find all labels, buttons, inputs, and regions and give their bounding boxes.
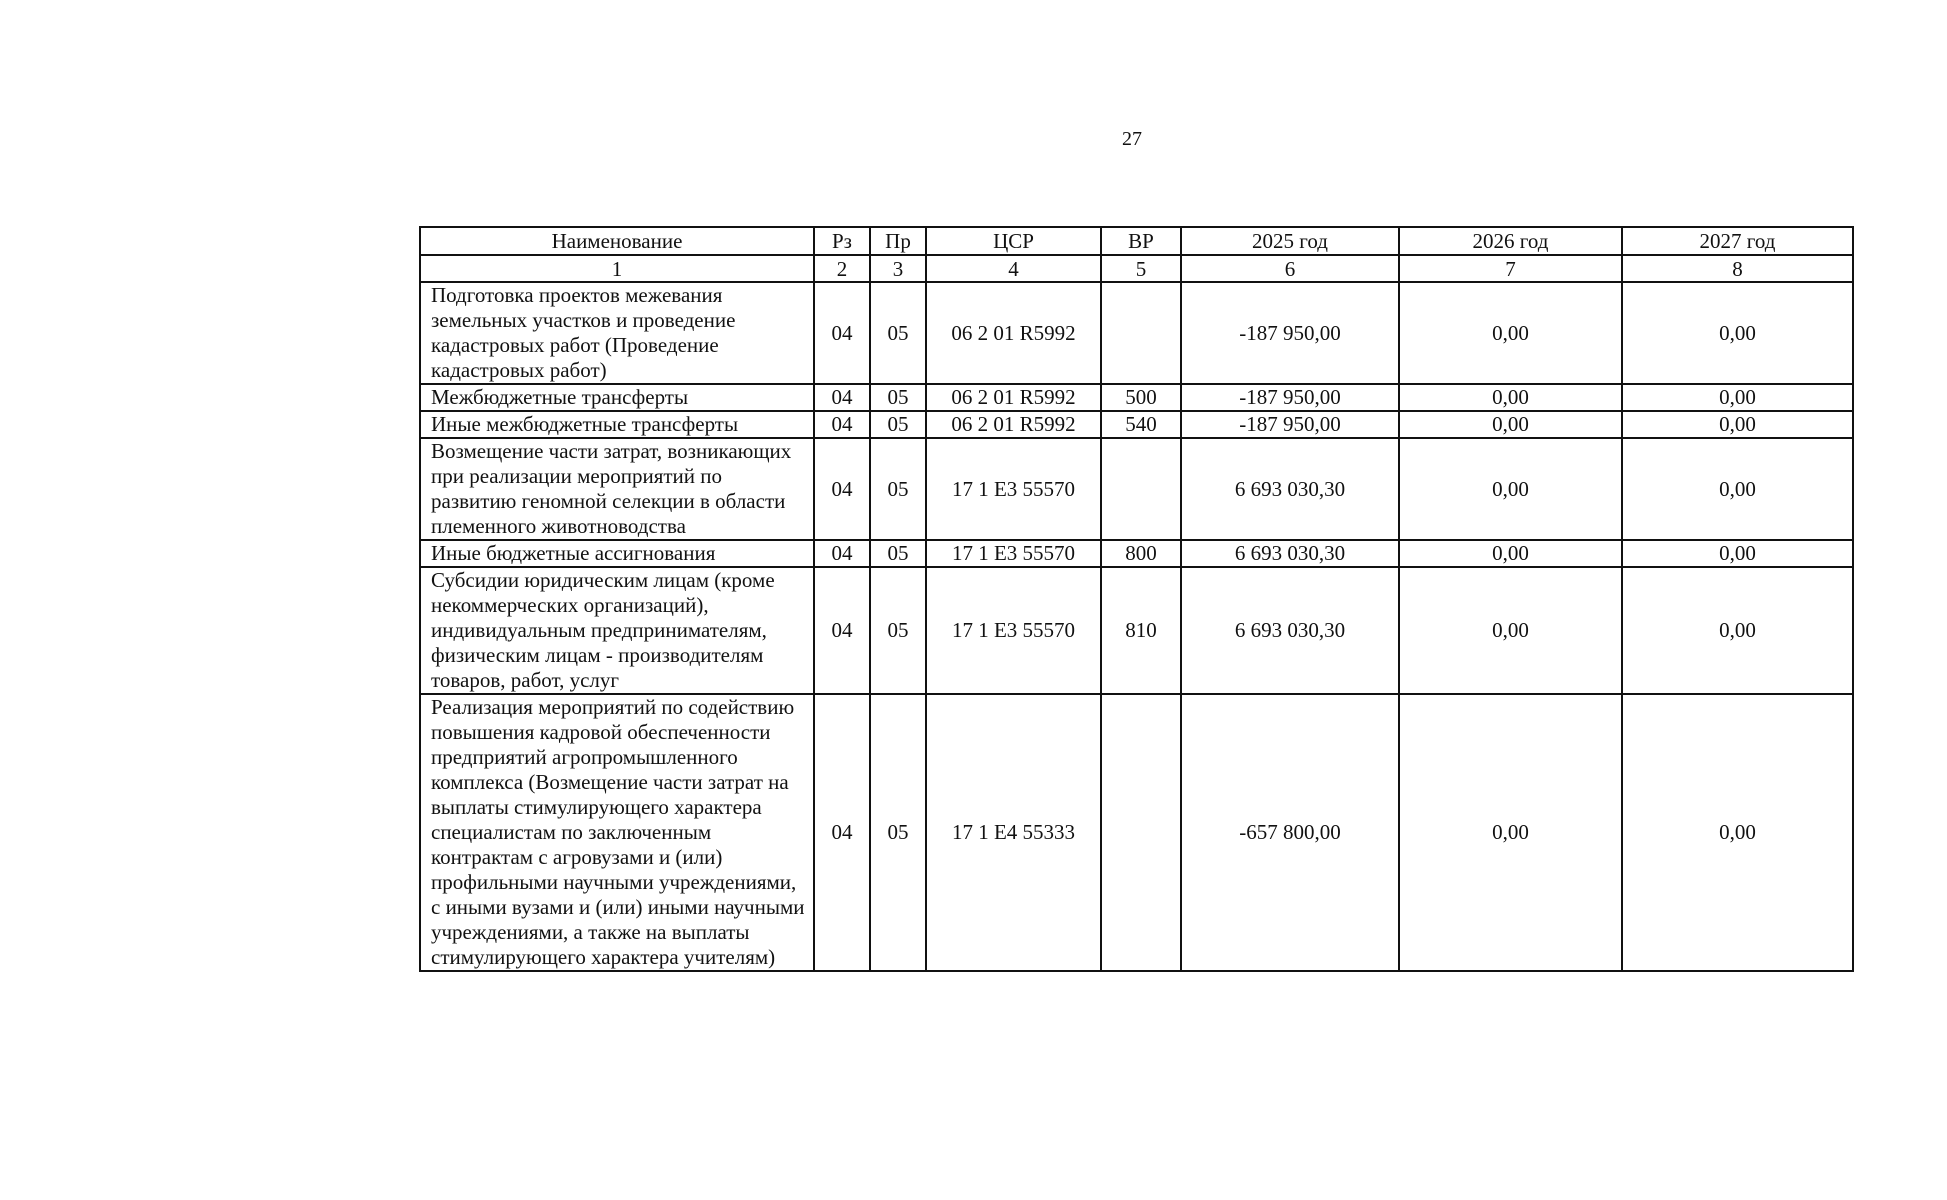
table-row [420, 282, 1853, 384]
row-2026: 0,00 [1399, 384, 1622, 411]
row-csr: 17 1 E3 55570 [926, 438, 1101, 540]
column-number: 3 [870, 255, 926, 282]
table-row [420, 567, 1853, 694]
column-number: 4 [926, 255, 1101, 282]
row-pr: 05 [870, 540, 926, 567]
row-name: Субсидии юридическим лицам (кроме некоммерческих организаций), индивидуальным предпринимателям, физическим лицам - производителям товаров, работ, услуг [420, 567, 814, 694]
row-2025: -187 950,00 [1181, 384, 1399, 411]
row-pr: 05 [870, 694, 926, 971]
row-vr: 540 [1101, 411, 1181, 438]
column-number-row [420, 255, 1853, 282]
header-vr: ВР [1101, 227, 1181, 255]
column-number: 2 [814, 255, 870, 282]
table-row [420, 411, 1853, 438]
column-number: 6 [1181, 255, 1399, 282]
row-2025: -187 950,00 [1181, 282, 1399, 384]
row-2026: 0,00 [1399, 411, 1622, 438]
table-row [420, 438, 1853, 540]
row-2025: 6 693 030,30 [1181, 540, 1399, 567]
row-2025: -657 800,00 [1181, 694, 1399, 971]
row-2027: 0,00 [1622, 567, 1853, 694]
row-pr: 05 [870, 567, 926, 694]
row-name: Реализация мероприятий по содействию повышения кадровой обеспеченности предприятий агропромышленного комплекса (Возмещение части затрат на выплаты стимулирующего характера специалистам по заключенным контрактам с агровузами и (или) профильными научными учреждениями, с иными вузами и (или) иными научными учреждениями, а также на выплаты стимулирующего характера учителям) [420, 694, 814, 971]
row-csr: 17 1 E3 55570 [926, 567, 1101, 694]
row-vr [1101, 282, 1181, 384]
row-2025: -187 950,00 [1181, 411, 1399, 438]
row-rz: 04 [814, 438, 870, 540]
page-number: 27 [1122, 128, 1142, 150]
header-2027: 2027 год [1622, 227, 1853, 255]
row-csr: 17 1 E3 55570 [926, 540, 1101, 567]
row-2025: 6 693 030,30 [1181, 438, 1399, 540]
row-2025: 6 693 030,30 [1181, 567, 1399, 694]
row-csr: 17 1 E4 55333 [926, 694, 1101, 971]
row-name: Иные бюджетные ассигнования [420, 540, 814, 567]
row-2027: 0,00 [1622, 438, 1853, 540]
row-2027: 0,00 [1622, 540, 1853, 567]
header-row [420, 227, 1853, 255]
row-csr: 06 2 01 R5992 [926, 384, 1101, 411]
row-rz: 04 [814, 384, 870, 411]
row-vr: 810 [1101, 567, 1181, 694]
row-vr [1101, 694, 1181, 971]
row-rz: 04 [814, 540, 870, 567]
column-number: 5 [1101, 255, 1181, 282]
header-2026: 2026 год [1399, 227, 1622, 255]
row-csr: 06 2 01 R5992 [926, 411, 1101, 438]
row-name: Межбюджетные трансферты [420, 384, 814, 411]
table-row [420, 384, 1853, 411]
row-2027: 0,00 [1622, 694, 1853, 971]
row-2026: 0,00 [1399, 282, 1622, 384]
header-rz: Рз [814, 227, 870, 255]
row-pr: 05 [870, 384, 926, 411]
table-row [420, 694, 1853, 971]
row-2027: 0,00 [1622, 282, 1853, 384]
row-name: Возмещение части затрат, возникающих при реализации мероприятий по развитию геномной селекции в области племенного животноводства [420, 438, 814, 540]
row-2027: 0,00 [1622, 411, 1853, 438]
row-rz: 04 [814, 567, 870, 694]
row-pr: 05 [870, 438, 926, 540]
row-2026: 0,00 [1399, 567, 1622, 694]
row-name: Иные межбюджетные трансферты [420, 411, 814, 438]
row-rz: 04 [814, 694, 870, 971]
row-vr: 500 [1101, 384, 1181, 411]
header-2025: 2025 год [1181, 227, 1399, 255]
budget-table [419, 226, 1854, 972]
row-name: Подготовка проектов межевания земельных участков и проведение кадастровых работ (Проведение кадастровых работ) [420, 282, 814, 384]
header-name: Наименование [420, 227, 814, 255]
header-pr: Пр [870, 227, 926, 255]
column-number: 8 [1622, 255, 1853, 282]
row-2026: 0,00 [1399, 540, 1622, 567]
row-2027: 0,00 [1622, 384, 1853, 411]
row-vr [1101, 438, 1181, 540]
row-2026: 0,00 [1399, 694, 1622, 971]
row-rz: 04 [814, 411, 870, 438]
header-csr: ЦСР [926, 227, 1101, 255]
row-vr: 800 [1101, 540, 1181, 567]
row-pr: 05 [870, 282, 926, 384]
row-2026: 0,00 [1399, 438, 1622, 540]
row-rz: 04 [814, 282, 870, 384]
column-number: 7 [1399, 255, 1622, 282]
column-number: 1 [420, 255, 814, 282]
table-row [420, 540, 1853, 567]
row-csr: 06 2 01 R5992 [926, 282, 1101, 384]
row-pr: 05 [870, 411, 926, 438]
